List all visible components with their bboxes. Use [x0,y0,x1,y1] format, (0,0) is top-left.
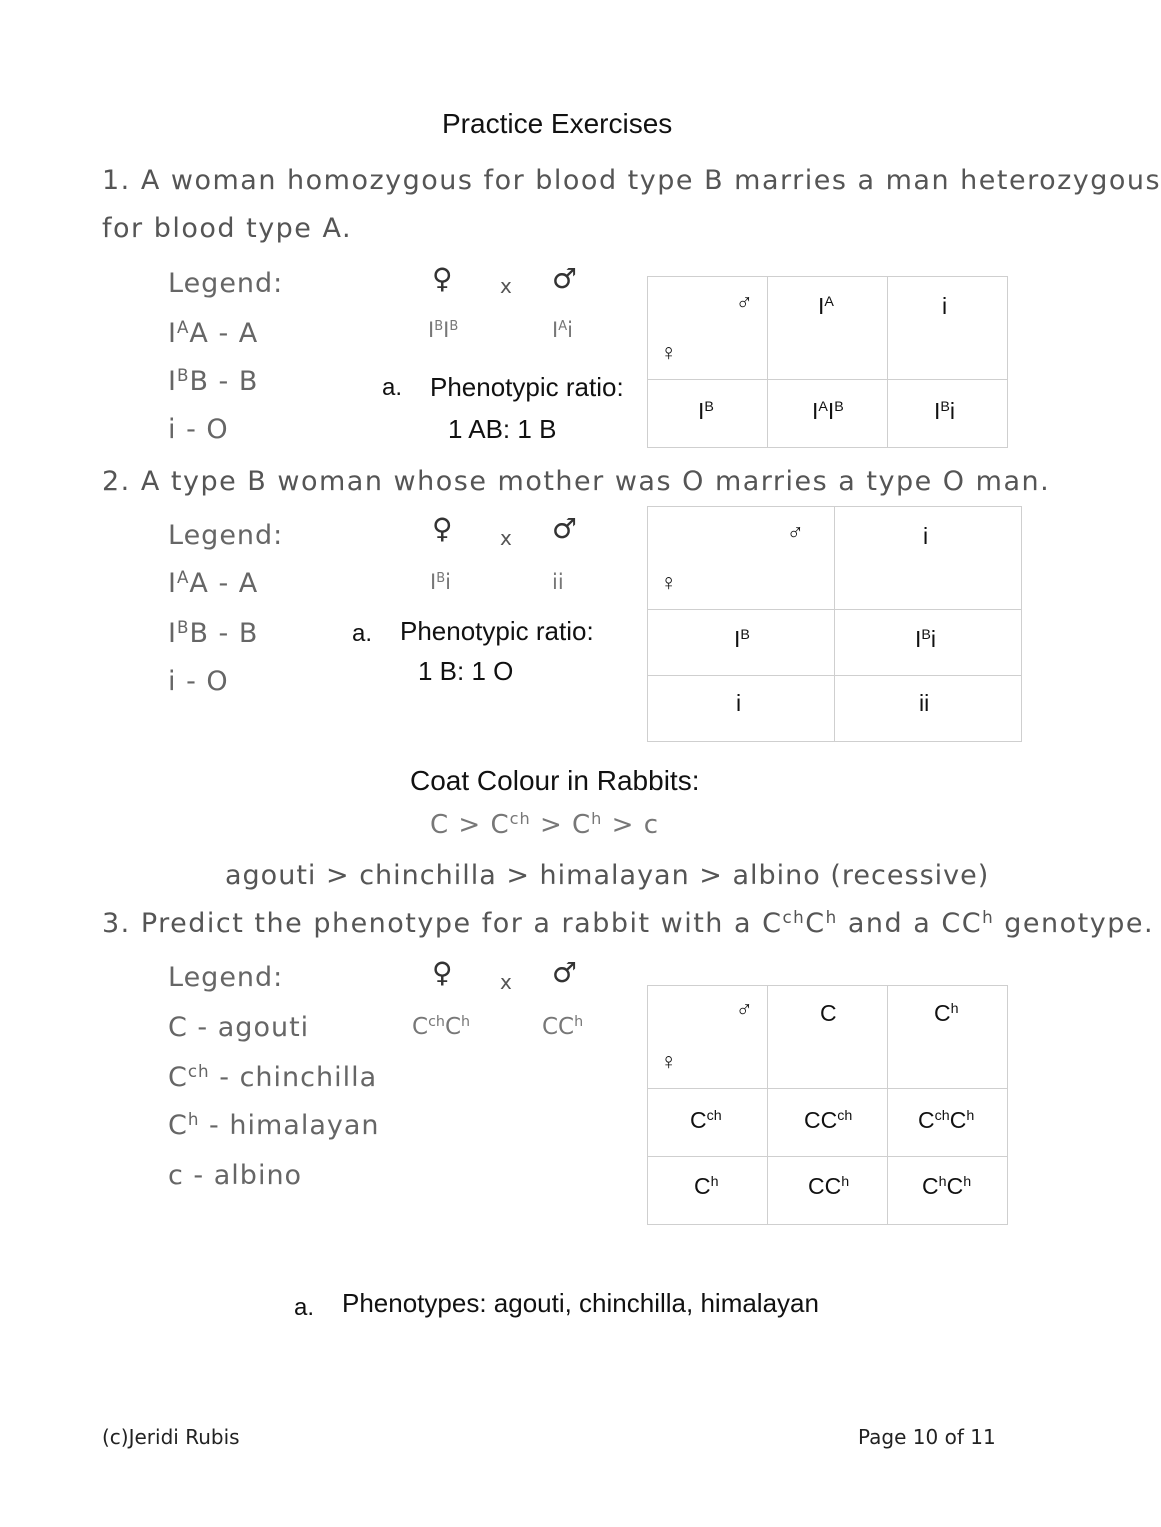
female-icon: ♀ [660,339,678,365]
male-icon: ♂ [552,512,578,545]
cross-symbol: x [500,526,513,550]
q3-offspring-cell: $CC^{ch}$ [804,1107,853,1133]
question-2-line-1: 2. A type B woman whose mother was O marries a type O man. [102,466,1051,497]
q3-offspring-cell: $C^{ch}C^h$ [918,1107,975,1133]
female-icon: ♀ [432,512,453,545]
q1-male-genotype: $I^Ai$ [552,318,573,342]
dominance-order: $C > C^{ch} > C^h > c$ [430,809,659,840]
q2-row-header: i [736,690,742,716]
q1-col-header: i [942,293,948,319]
cross-symbol: x [500,970,513,994]
q3-legend-himalayan: $C^h$ - himalayan [168,1108,380,1141]
q3-offspring-cell: $CC^h$ [808,1173,850,1199]
page-title: Practice Exercises [442,108,673,139]
q3-male-genotype: $CC^h$ [542,1014,584,1040]
q1-legend-title: Legend: [168,268,284,299]
q1-legend-a: $I^AA$ - A [168,316,259,349]
q2-legend-o: i - O [168,666,229,697]
q1-offspring-cell: $I^Bi$ [934,398,956,424]
q3-punnett-square [647,985,1008,1225]
q3-legend-agouti: C - agouti [168,1012,310,1043]
phenotype-order: agouti > chinchilla > himalayan > albino (recessive) [225,860,990,891]
q3-answer-marker: a. [294,1294,315,1321]
q3-col-header: C [820,1000,837,1026]
q2-legend-title: Legend: [168,520,284,551]
q1-answer-value: 1 AB: 1 B [448,414,557,444]
q3-offspring-cell: $C^hC^h$ [922,1173,972,1199]
q2-punnett-square [647,506,1022,742]
q2-female-genotype: $I^Bi$ [430,570,451,594]
female-icon: ♀ [432,262,453,295]
q3-legend-chinchilla: $C^{ch}$ - chinchilla [168,1060,378,1093]
q3-female-genotype: $C^{ch}C^h$ [412,1014,471,1040]
female-icon: ♀ [660,569,678,595]
q2-answer-marker: a. [352,620,373,647]
q2-col-header: i [923,523,929,549]
q3-legend-albino: c - albino [168,1160,303,1191]
male-icon: ♂ [552,956,578,989]
question-1-line-1: 1. A woman homozygous for blood type B marries a man heterozygous [102,165,1161,196]
q1-female-genotype: $I^BI^B$ [428,318,459,342]
q1-punnett-square [647,276,1008,448]
q2-row-header: $I^B$ [734,626,750,652]
male-icon: ♂ [735,996,753,1022]
question-1-line-2: for blood type A. [102,213,353,244]
q1-legend-o: i - O [168,414,229,445]
q1-col-header: $I^A$ [818,293,834,319]
q2-male-genotype: ii [552,570,564,594]
q2-offspring-cell: $I^Bi$ [915,626,937,652]
female-icon: ♀ [432,956,453,989]
q1-answer-label: Phenotypic ratio: [430,372,624,402]
q2-offspring-cell: ii [919,690,930,716]
q3-answer: Phenotypes: agouti, chinchilla, himalayan [342,1288,819,1318]
male-icon: ♂ [786,519,804,545]
q2-legend-a: $I^AA$ - A [168,566,259,599]
question-3-line-1: 3. Predict the phenotype for a rabbit with a $C^{ch}C^h$ and a $CC^h$ genotype. [102,906,1155,939]
male-icon: ♂ [552,262,578,295]
footer-page-number: Page 10 of 11 [858,1425,996,1449]
q1-answer-marker: a. [382,374,403,401]
q1-legend-b: $I^BB$ - B [168,364,259,397]
q3-row-header: $C^{ch}$ [690,1107,722,1133]
female-icon: ♀ [660,1048,678,1074]
male-icon: ♂ [735,289,753,315]
q1-offspring-cell: $I^AI^B$ [812,398,844,424]
cross-symbol: x [500,274,513,298]
q2-answer-label: Phenotypic ratio: [400,616,594,646]
q3-row-header: $C^h$ [694,1173,719,1199]
q3-col-header: $C^h$ [934,1000,959,1026]
footer-author: (c)Jeridi Rubis [102,1425,240,1449]
q3-legend-title: Legend: [168,962,284,993]
q1-row-header: $I^B$ [698,398,714,424]
q2-legend-b: $I^BB$ - B [168,616,259,649]
q2-answer-value: 1 B: 1 O [418,656,514,686]
section-heading: Coat Colour in Rabbits: [410,765,700,796]
